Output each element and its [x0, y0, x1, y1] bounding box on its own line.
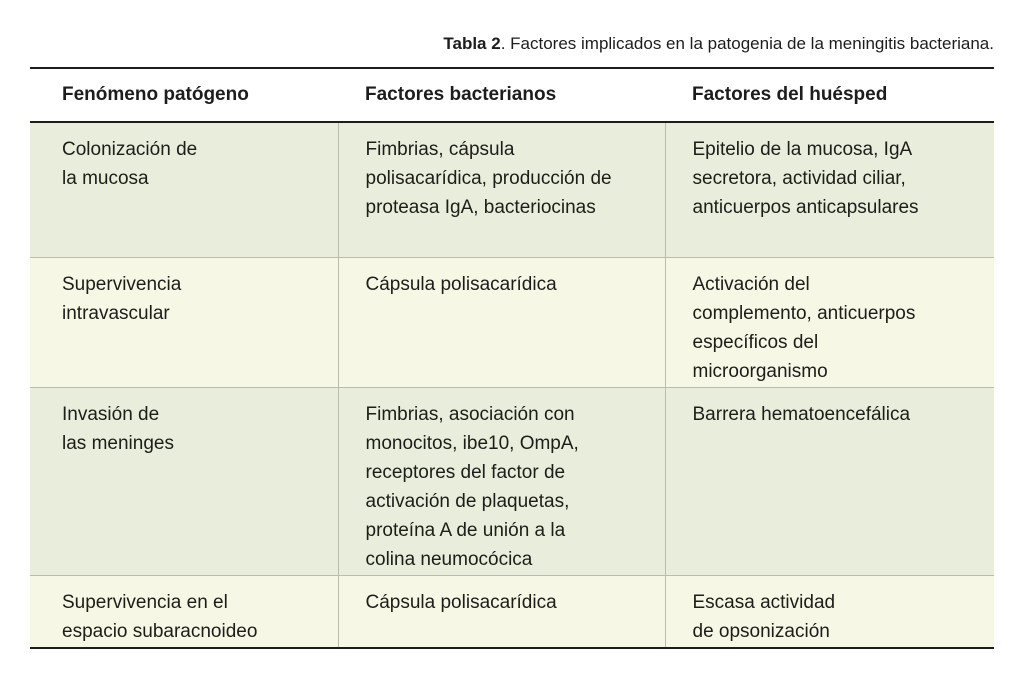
- cell-text: Escasa actividad de opsonización: [692, 591, 836, 642]
- header-host-factors: Factores del huésped: [665, 68, 994, 122]
- table-body: [30, 122, 994, 648]
- cell-text: Supervivencia en el espacio subaracnoideo: [62, 591, 258, 642]
- cell-phenomenon: [30, 122, 338, 257]
- table-row: [30, 575, 994, 648]
- cell-text: Fimbrias, asociación con monocitos, ibe10, OmpA, receptores del factor de activación de plaquetas, proteína A de unión a la colina neumocócica: [365, 403, 579, 570]
- table-row: [30, 387, 994, 575]
- cell-text: Barrera hematoencefálica: [692, 403, 911, 425]
- cell-host: [665, 122, 994, 257]
- header-phenomenon: Fenómeno patógeno: [30, 68, 338, 122]
- cell-phenomenon: [30, 387, 338, 575]
- cell-text: Fimbrias, cápsula polisacarídica, producción de proteasa IgA, bacteriocinas: [365, 139, 612, 218]
- factors-table: [30, 67, 994, 649]
- caption-label: Tabla 2: [443, 34, 501, 53]
- table-header: [30, 68, 994, 122]
- cell-text: Cápsula polisacarídica: [365, 273, 557, 295]
- cell-text: Epitelio de la mucosa, IgA secretora, actividad ciliar, anticuerpos anticapsulares: [692, 139, 919, 218]
- cell-phenomenon: [30, 575, 338, 648]
- table-row: [30, 257, 994, 387]
- caption-text: . Factores implicados en la patogenia de la meningitis bacteriana.: [500, 34, 994, 53]
- header-bacterial-factors: Factores bacterianos: [338, 68, 665, 122]
- table-row: [30, 122, 994, 257]
- cell-text: Cápsula polisacarídica: [365, 591, 557, 613]
- cell-host: [665, 257, 994, 387]
- cell-host: [665, 575, 994, 648]
- cell-phenomenon: [30, 257, 338, 387]
- header-row: [30, 68, 994, 122]
- cell-text: Colonización de la mucosa: [62, 139, 198, 189]
- cell-text: Activación del complemento, anticuerpos específicos del microorganismo: [692, 273, 916, 382]
- pathogenesis-table: [30, 67, 994, 649]
- cell-bacterial: [338, 257, 665, 387]
- cell-host: [665, 387, 994, 575]
- cell-bacterial: [338, 575, 665, 648]
- table-caption: [443, 34, 994, 54]
- cell-text: Invasión de las meninges: [62, 403, 174, 454]
- cell-bacterial: [338, 122, 665, 257]
- cell-text: Supervivencia intravascular: [62, 273, 182, 324]
- cell-bacterial: [338, 387, 665, 575]
